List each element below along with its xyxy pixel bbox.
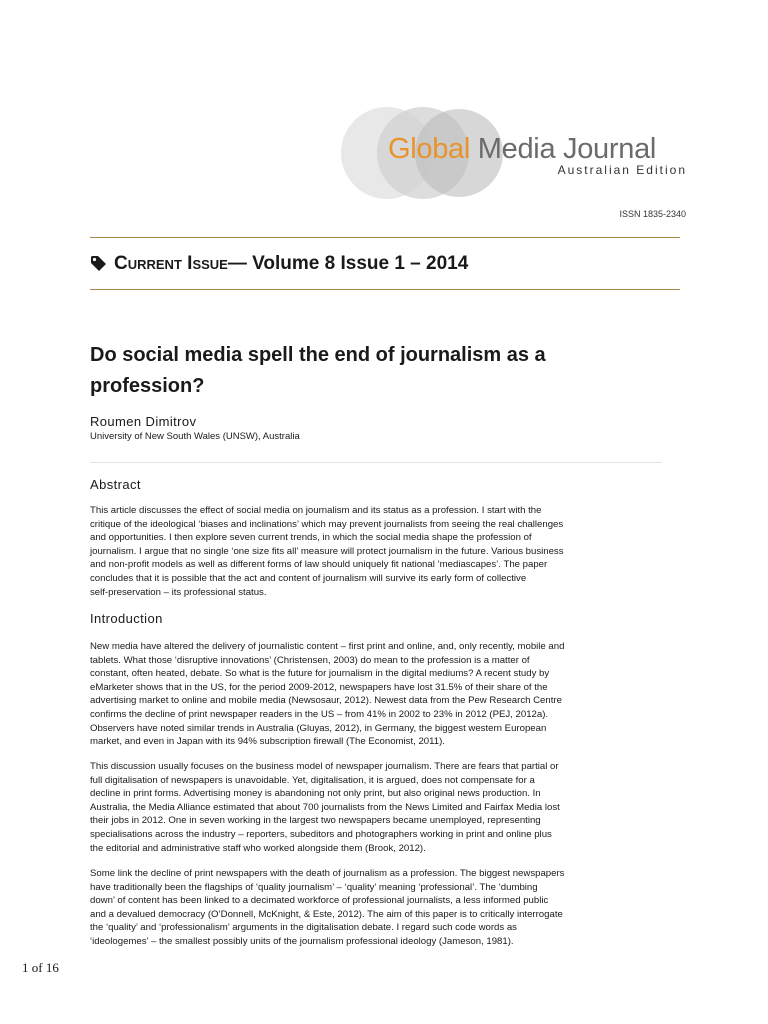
text-line: constant, often heated, debate. So what is the future for journalism in the digital mediums? A recent study by: [90, 668, 550, 680]
journal-title-global: Global: [388, 133, 471, 165]
article-title-line: Do social media spell the end of journalism as a: [90, 344, 546, 366]
text-line: and a devalued democracy (O’Donnell, McKnight, & Este, 2012). The aim of this paper is to critically interrogate: [90, 908, 563, 920]
text-line: and non-profit models as well as different forms of law should uniquely fit national ‘mediascapes’. The paper: [90, 559, 548, 571]
text-line: and opportunities. I then explore seven current trends, in which the social media shape the profession of: [90, 532, 532, 544]
tag-icon: [90, 255, 108, 273]
text-line: the ‘quality’ and ‘professionalism’ arguments in the digitalisation debate. I regard such code words as: [90, 922, 517, 934]
text-line: the editorial and administrative staff who worked alongside them (Brook, 2012).: [90, 842, 426, 854]
volume-issue-label: — Volume 8 Issue 1 – 2014: [227, 253, 469, 274]
text-line: concludes that it is possible that the act and content of journalism will survive its early form of collective: [90, 572, 527, 584]
journal-logo: [335, 105, 695, 201]
intro-paragraph-2: [90, 760, 662, 855]
intro-paragraph-3: [90, 867, 662, 949]
abstract-body: [90, 504, 662, 599]
text-line: critique of the ideological ‘biases and inclinations’ which may prevent journalists from seeing the real challenges: [90, 518, 564, 530]
text-line: journalism. I argue that no single ‘one size fits all’ measure will protect journalism in the future. Various business: [90, 545, 564, 557]
text-line: Observers have noted similar trends in Australia (Gluyas, 2012), in Germany, the biggest western European: [90, 722, 547, 734]
article-title: [90, 340, 650, 402]
text-line: self-preservation – its professional status.: [90, 586, 267, 598]
article-title-line: profession?: [90, 375, 205, 397]
text-line: tablets. What those ‘disruptive innovations’ (Christensen, 2003) do mean to the profession is a matter of: [90, 654, 530, 666]
text-line: specialisations across the industry – reporters, subeditors and photographers working in print and online plus: [90, 828, 552, 840]
journal-edition: Australian Edition: [557, 163, 687, 177]
text-line: confirms the decline of print newspaper readers in the US – from 41% in 2002 to 23% in 2012 (PEJ, 2012a).: [90, 708, 549, 720]
text-line: Australia, the Media Alliance estimated that about 700 journalists from the News Limited and Fairfax Media lost: [90, 801, 560, 813]
text-line: full digitalisation of newspapers is unavoidable. Yet, digitalisation, it is argued, does not compensate for a: [90, 774, 535, 786]
issn-number: ISSN 1835-2340: [619, 209, 686, 219]
text-line: market, and even in Japan with its 94% subscription firewall (The Economist, 2011).: [90, 736, 445, 748]
text-line: their jobs in 2012. One in seven working in the largest two newspapers became unemployed, representing: [90, 815, 541, 827]
section-divider: [90, 462, 662, 463]
page-number: 1 of 16: [22, 960, 59, 975]
text-line: decline in print forms. Advertising money is abandoning not only print, but also original news production. In: [90, 788, 541, 800]
current-issue-label: Current Issue: [114, 253, 228, 274]
journal-title: [388, 133, 656, 166]
current-issue-heading: [90, 253, 468, 275]
text-line: New media have altered the delivery of journalistic content – first print and online, and, only recently, mobile and: [90, 641, 565, 652]
intro-paragraph-1: [90, 640, 662, 749]
text-line: This discussion usually focuses on the business model of newspaper journalism. There are fears that partial or: [90, 761, 559, 772]
author-name: Roumen Dimitrov: [90, 414, 197, 429]
text-line: down’ of content has been linked to a decimated workforce of professional journalists, a less informed public: [90, 895, 549, 907]
text-line: eMarketer shows that in the US, for the period 2009-2012, newspapers have lost 31.5% of their share of the: [90, 681, 548, 693]
text-line: ‘ideologemes’ – the smallest possibly units of the journalism professional ideology (Jameson, 1981).: [90, 935, 514, 947]
introduction-heading: Introduction: [90, 611, 163, 626]
text-line: have traditionally been the flagships of ‘quality journalism’ – ‘quality’ meaning ‘professional’. The ‘dumbing: [90, 881, 538, 893]
text-line: advertising market to online and mobile media (Newsosaur, 2012). Newest data from the Pew Research Centre: [90, 695, 562, 707]
text-line: This article discusses the effect of social media on journalism and its status as a profession. I start with the: [90, 505, 542, 516]
text-line: Some link the decline of print newspapers with the death of journalism as a profession. The biggest newspapers: [90, 868, 565, 879]
top-divider: [90, 237, 680, 238]
bottom-divider: [90, 289, 680, 290]
abstract-heading: Abstract: [90, 477, 141, 492]
journal-title-media: Media Journal: [470, 133, 657, 165]
author-affiliation: University of New South Wales (UNSW), Australia: [90, 431, 300, 442]
